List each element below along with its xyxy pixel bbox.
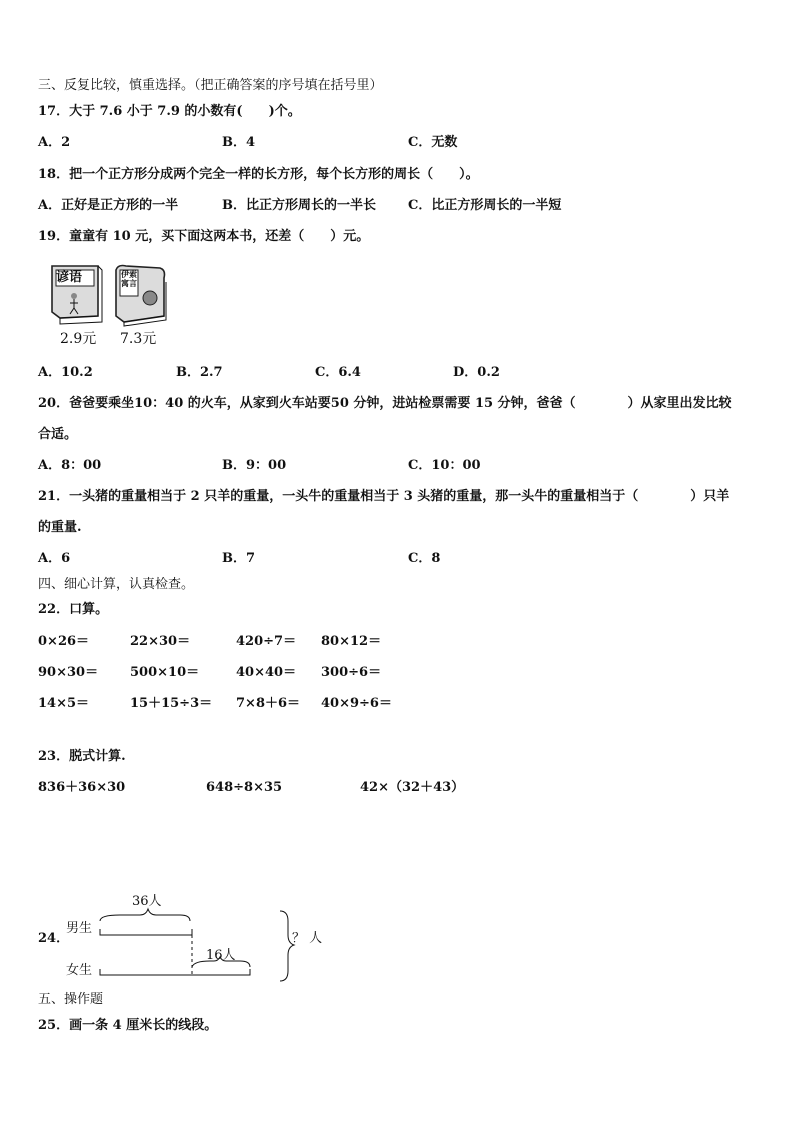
q17-option-a: A．2 (38, 135, 71, 150)
q20-option-b: B．9：00 (222, 458, 287, 473)
q19-option-b: B．2.7 (176, 365, 223, 380)
girls-segment (100, 969, 250, 975)
q24-number: 24． (38, 931, 70, 946)
book-aesop-image (110, 262, 172, 330)
q22-expr-2-2: 7×8＋6＝ (236, 696, 301, 711)
section5-heading: 五、操作题 (38, 992, 104, 1007)
q19-option-d: D．0.2 (453, 365, 500, 380)
q20-option-a: A．8：00 (38, 458, 102, 473)
difference-label: 16人 (206, 948, 236, 963)
q19-option-a: A．10.2 (38, 365, 93, 380)
q22-expr-0-0: 0×26＝ (38, 634, 90, 649)
book2-title: 伊索寓言 (121, 269, 137, 288)
q22-expr-2-3: 40×9÷6＝ (321, 696, 392, 711)
q22-expr-1-3: 300÷6＝ (321, 665, 382, 680)
total-brace (280, 911, 294, 981)
q17-option-b: B．4 (222, 135, 256, 150)
q21-option-a: A．6 (38, 551, 71, 566)
q21-line1: 21．一头猪的重量相当于 2 只羊的重量，一头牛的重量相当于 3 头猪的重量，那一头牛的重量相当于（ ）只羊 (38, 489, 730, 504)
section4-heading: 四、细心计算，认真检查。 (38, 577, 195, 592)
q21-line2: 的重量. (38, 520, 82, 535)
q22-expr-2-1: 15＋15÷3＝ (130, 696, 213, 711)
q22-expr-0-2: 420÷7＝ (236, 634, 297, 649)
boys-segment (100, 929, 192, 935)
book2-price: 7.3元 (120, 331, 157, 347)
q23-item-1: 648÷8×35 (206, 780, 283, 795)
q23-item-2: 42×（32＋43） (360, 780, 465, 795)
book1-title: 谚语 (56, 270, 83, 285)
q20-option-c: C．10：00 (408, 458, 481, 473)
q18-option-b: B．比正方形周长的一半长 (222, 198, 376, 213)
q22-text: 22．口算。 (38, 602, 109, 617)
q19-text: 19．童童有 10 元，买下面这两本书，还差（ ）元。 (38, 229, 370, 244)
boys-label: 男生 (66, 921, 93, 936)
q17-option-c: C．无数 (408, 135, 458, 150)
q22-expr-1-0: 90×30＝ (38, 665, 99, 680)
q21-option-c: C．8 (408, 551, 441, 566)
q22-expr-1-2: 40×40＝ (236, 665, 297, 680)
segment-diagram (90, 905, 300, 985)
q22-expr-0-3: 80×12＝ (321, 634, 382, 649)
q20-line1: 20．爸爸要乘坐10：40 的火车，从家到火车站要50 分钟，进站检票需要 15 分钟，爸爸（ ）从家里出发比较 (38, 396, 732, 411)
q23-text: 23．脱式计算. (38, 749, 126, 764)
total-question-label: ？ 人 (292, 931, 323, 946)
book1-price: 2.9元 (60, 331, 97, 347)
q25-text: 25．画一条 4 厘米长的线段。 (38, 1018, 218, 1033)
section3-heading: 三、反复比较，慎重选择。（把正确答案的序号填在括号里） (38, 78, 383, 93)
q18-text: 18．把一个正方形分成两个完全一样的长方形，每个长方形的周长（ ）。 (38, 167, 479, 182)
boys-count-label: 36人 (132, 894, 162, 909)
q18-option-a: A．正好是正方形的一半 (38, 198, 179, 213)
q22-expr-1-1: 500×10＝ (130, 665, 200, 680)
q19-option-c: C．6.4 (315, 365, 361, 380)
girls-label: 女生 (66, 963, 93, 978)
q17-text: 17．大于 7.6 小于 7.9 的小数有( )个。 (38, 104, 301, 119)
difference-brace (192, 957, 250, 967)
boys-count-brace (100, 909, 190, 921)
q23-item-0: 836＋36×30 (38, 780, 126, 795)
q18-option-c: C．比正方形周长的一半短 (408, 198, 562, 213)
q22-expr-2-0: 14×5＝ (38, 696, 90, 711)
q21-option-b: B．7 (222, 551, 256, 566)
q20-line2: 合适。 (38, 427, 78, 442)
q22-expr-0-1: 22×30＝ (130, 634, 191, 649)
